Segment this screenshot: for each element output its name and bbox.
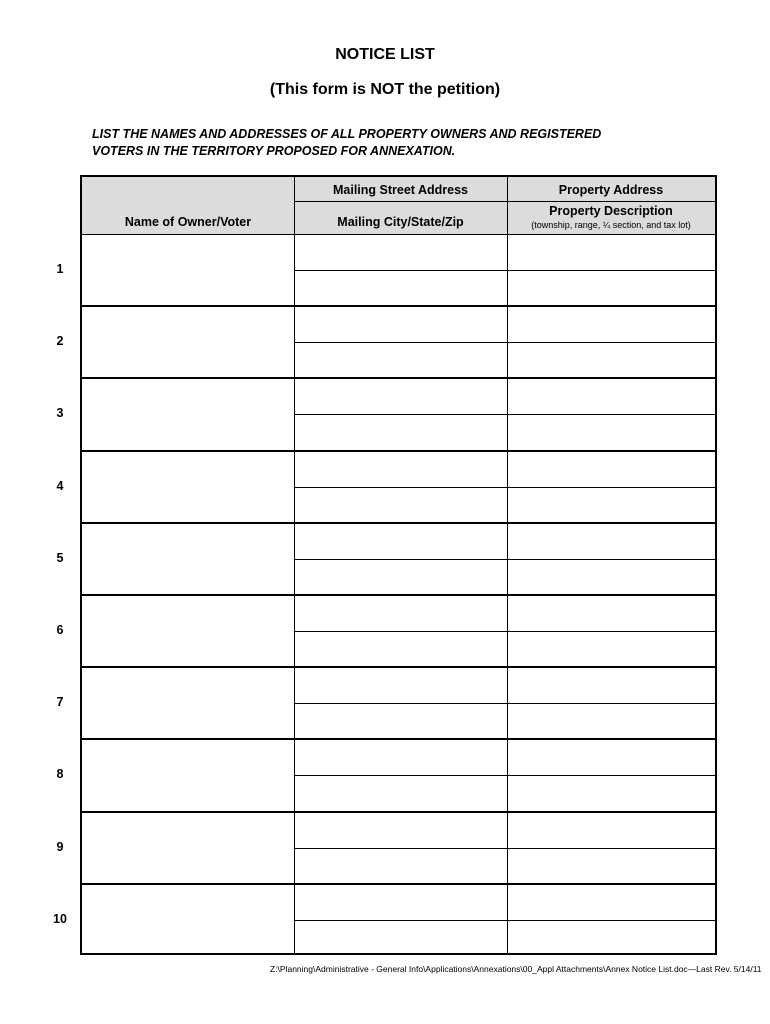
row-number: 6 xyxy=(56,623,64,637)
row-address-divider xyxy=(294,414,715,415)
row-address-divider xyxy=(294,920,715,921)
header-name-owner-voter: Name of Owner/Voter xyxy=(124,215,252,229)
header-property-note: (township, range, ¼ section, and tax lot) xyxy=(531,220,691,230)
row-number: 8 xyxy=(56,767,64,782)
table-row xyxy=(82,596,715,668)
table-row xyxy=(82,307,715,379)
header-mailing-city: Mailing City/State/Zip xyxy=(337,215,464,229)
row-address-divider xyxy=(294,703,715,704)
row-number: 7 xyxy=(56,695,64,710)
table-row xyxy=(82,235,715,307)
table-row xyxy=(82,813,715,885)
header-property-address: Property Address xyxy=(558,183,664,197)
row-address-divider xyxy=(294,775,715,776)
row-address-divider xyxy=(294,487,715,488)
row-address-divider xyxy=(294,559,715,560)
table-header xyxy=(82,177,715,235)
instructions-line-2: VOTERS IN THE TERRITORY PROPOSED FOR ANNEXATION. xyxy=(92,144,456,158)
row-number: 10 xyxy=(53,911,67,926)
row-number: 9 xyxy=(56,839,64,854)
table-row xyxy=(82,379,715,451)
page-title: NOTICE LIST xyxy=(335,46,435,63)
table-row xyxy=(82,524,715,596)
row-number: 1 xyxy=(56,262,64,276)
header-property-description: Property Description xyxy=(549,204,673,218)
row-address-divider xyxy=(294,270,715,271)
table-row xyxy=(82,885,715,957)
instructions xyxy=(92,126,712,160)
table-row xyxy=(82,452,715,524)
notice-table xyxy=(80,175,717,955)
row-address-divider xyxy=(294,342,715,343)
row-address-divider xyxy=(294,631,715,632)
footer-path: Z:\Planning\Administrative - General Info\Applications\Annexations\00_Appl Attachments\Annex Notice List.doc—Last Rev. 5/14/11 xyxy=(270,964,762,974)
row-number: 2 xyxy=(56,334,64,349)
page-subtitle: (This form is NOT the petition) xyxy=(269,81,501,98)
table-row xyxy=(82,740,715,812)
row-number: 4 xyxy=(56,478,64,493)
row-number: 5 xyxy=(56,550,64,565)
instructions-line-1: LIST THE NAMES AND ADDRESSES OF ALL PROPERTY OWNERS AND REGISTERED xyxy=(92,127,602,141)
header-mailing-street: Mailing Street Address xyxy=(333,183,468,197)
header-mid-line xyxy=(294,201,715,202)
row-number: 3 xyxy=(56,406,64,421)
table-row xyxy=(82,668,715,740)
row-address-divider xyxy=(294,848,715,849)
